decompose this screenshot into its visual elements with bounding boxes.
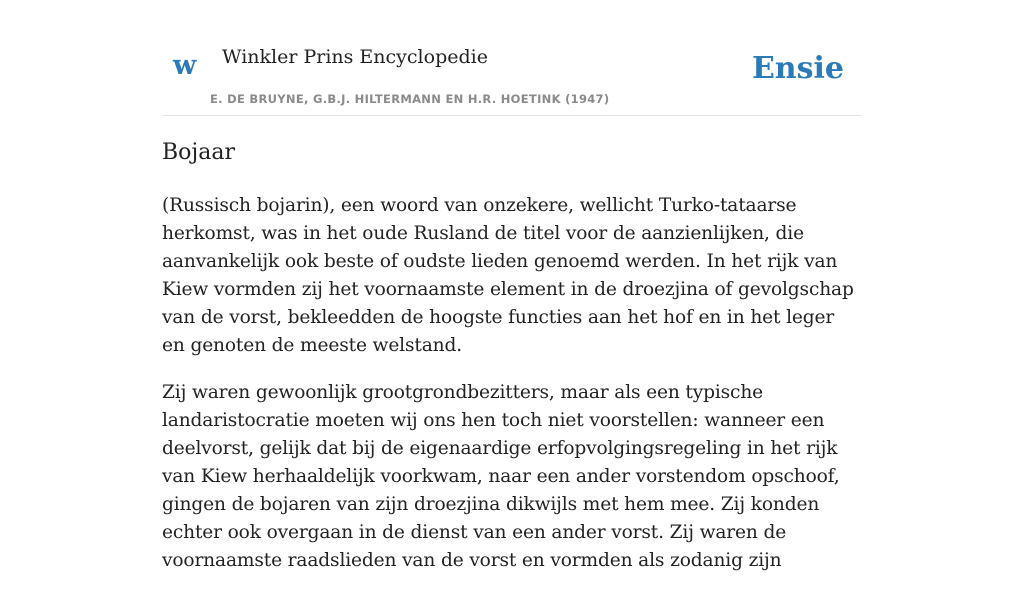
article-paragraph: Zij waren gewoonlijk grootgrondbezitters, maar als een typische landaristocratie moeten wij ons hen toch niet voorstellen: wanneer een deelvorst, gelijk dat bij de eigenaardige erfopvolgingsregeling in het rijk van Kiew herhaaldelijk voorkwam, naar een ander vorstendom opschoof, gingen de bojaren van zijn droezjina dikwijls met hem mee. Zij konden echter ook overgaan in de dienst van een ander vorst. Zij waren de voornaamste raadslieden van de vorst en vormden als zodanig zijn bbox=[162, 382, 840, 571]
site-title[interactable]: Winkler Prins Encyclopedie bbox=[222, 46, 488, 68]
winkler-prins-logo[interactable]: w bbox=[173, 50, 197, 81]
authors-byline: E. DE BRUYNE, G.B.J. HILTERMANN EN H.R. HOETINK (1947) bbox=[210, 92, 610, 106]
ensie-brand-link[interactable]: Ensie bbox=[751, 51, 844, 86]
site-header bbox=[162, 40, 862, 116]
entry-title: Bojaar bbox=[162, 140, 235, 165]
article-body bbox=[162, 192, 862, 594]
article-paragraph: (Russisch bojarin), een woord van onzekere, wellicht Turko-tataarse herkomst, was in het oude Rusland de titel voor de aanzienlijken, die aanvankelijk ook beste of oudste lieden genoemd werden. In het rijk van Kiew vormden zij het voornaamste element in de droezjina of gevolgschap van de vorst, bekleedden de hoogste functies aan het hof en in het leger en genoten de meeste welstand. bbox=[162, 195, 854, 356]
